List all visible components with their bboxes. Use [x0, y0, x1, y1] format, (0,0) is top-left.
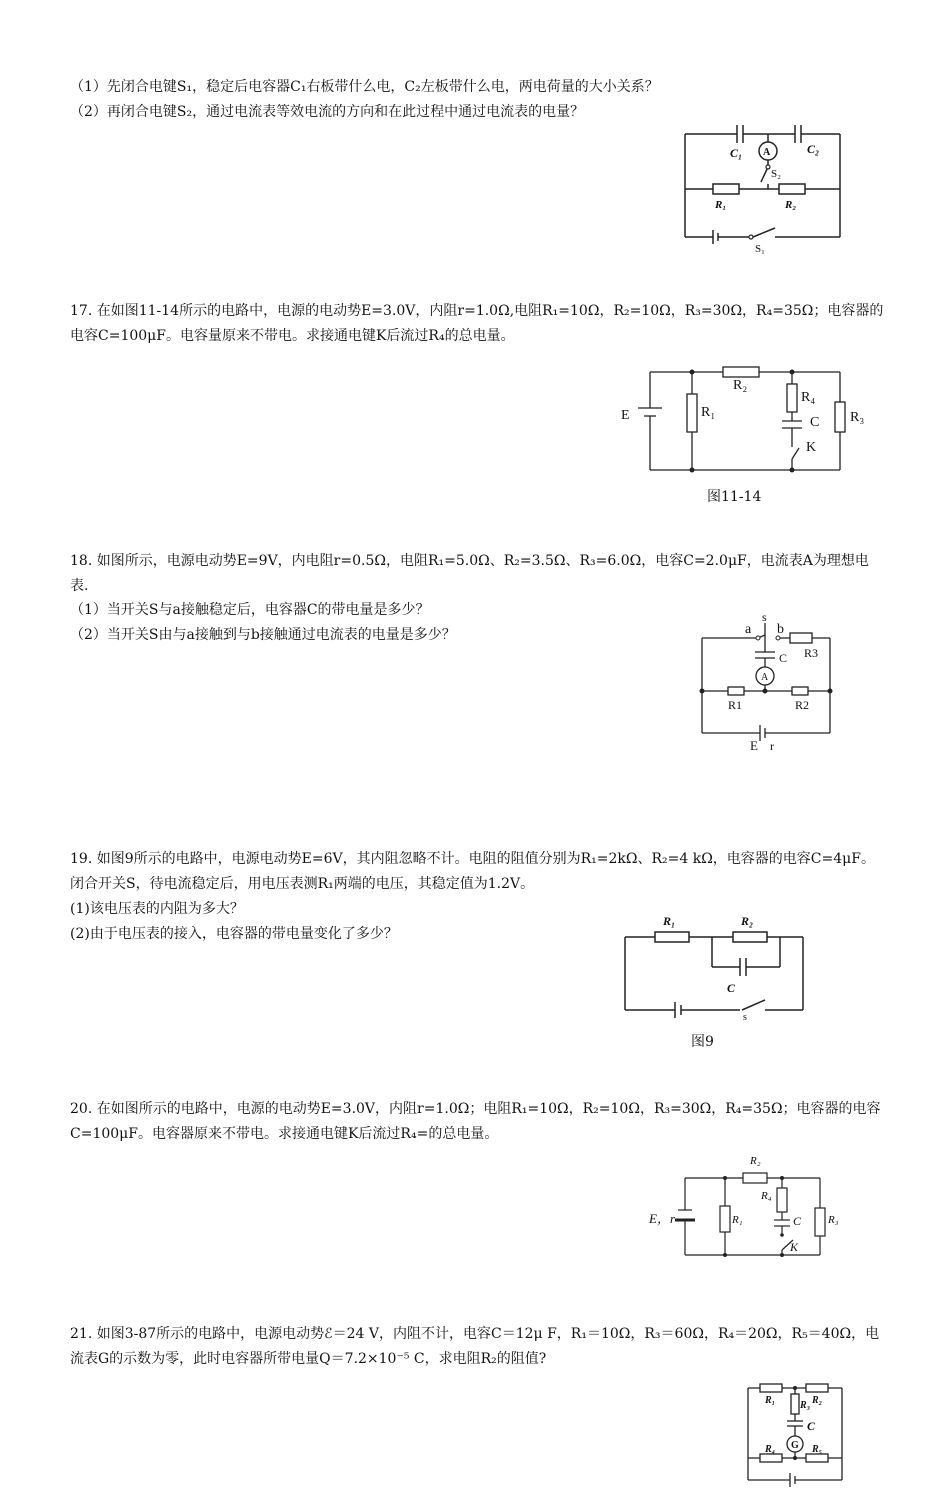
q18-label-c: C	[779, 651, 788, 665]
q17-label-c: C	[810, 415, 820, 430]
q20-circuit-diagram	[645, 1150, 850, 1265]
q21-label-r3: R₃	[800, 1400, 811, 1411]
q18-label-a: a	[745, 622, 752, 637]
q17-circuit-diagram	[615, 362, 875, 482]
q21-label-r2: R₂	[812, 1395, 823, 1406]
q20-label-r4: R₄	[761, 1190, 772, 1202]
q17-label-r3: R₃	[850, 410, 865, 425]
q21-label-g: G	[791, 1440, 799, 1451]
q20-label-e: E，r	[649, 1211, 676, 1226]
q17-label-k: K	[806, 440, 817, 455]
q16-label-r2: R₂	[785, 199, 797, 211]
q18-label-b: b	[777, 622, 784, 637]
q17-text: 17. 在如图11-14所示的电路中，电源的电动势E=3.0V，内阻r=1.0Ω,电阻R₁=10Ω，R₂=10Ω，R₃=30Ω，R₄=35Ω；电容器的电容C=100μF。电容量原来不带电。求接通电键K后流过R₄的总电量。	[70, 303, 884, 344]
q16-label-r1: R₁	[715, 199, 727, 211]
q16-label-s2: S₂	[771, 168, 781, 180]
q17-label-r4: R₄	[801, 390, 816, 405]
q20-label-k: K	[790, 1240, 799, 1254]
q18-label-ammeter: A	[761, 672, 769, 683]
q21-text: 21. 如图3-87所示的电路中，电源电动势ℰ＝24 V，内阻不计，电容C＝12μ F，R₁＝10Ω，R₃＝60Ω，R₄＝20Ω，R₅＝40Ω，电流表G的示数为零，此时电容器所带电量Q＝7.2×10⁻⁵ C，求电阻R₂的阻值?	[70, 1326, 880, 1367]
q20-label-c: C	[793, 1214, 802, 1228]
q20-label-r1: R₁	[732, 1214, 743, 1226]
q16-label-ammeter: A	[763, 147, 771, 158]
q19-label-s: s	[743, 1012, 747, 1020]
q18-circuit-diagram	[690, 605, 850, 755]
q21-label-r5: R₅	[812, 1444, 823, 1455]
q16-label-c2: C₂	[807, 142, 820, 156]
q18-part1: （1）当开关S与a接触稳定后，电容器C的带电量是多少？	[70, 602, 430, 618]
q18-label-r1: R1	[728, 698, 743, 712]
q16-circuit-diagram	[675, 122, 855, 257]
q18-stem: 18. 如图所示，电源电动势E=9V，内电阻r=0.5Ω，电阻R₁=5.0Ω、R₂=3.5Ω、R₃=6.0Ω，电容C=2.0μF，电流表A为理想电表.	[70, 553, 869, 594]
q18-label-r3: R3	[804, 646, 819, 660]
q16-label-s1: S₁	[755, 243, 765, 255]
q16-label-c1: C₁	[730, 146, 743, 160]
q18-label-s: s	[762, 610, 767, 624]
q19-part1: (1)该电压表的内阻为多大？	[70, 901, 244, 917]
q19-label-c: C	[727, 981, 736, 995]
q19-part2: (2)由于电压表的接入，电容器的带电量变化了多少？	[70, 926, 398, 942]
q20-label-r3: R₃	[828, 1214, 839, 1226]
q21-label-r4: R₄	[765, 1444, 776, 1455]
q19-stem: 19. 如图9所示的电路中，电源电动势E=6V，其内阻忽略不计。电阻的阻值分别为R₁=2kΩ、R₂=4 kΩ，电容器的电容C=4μF。闭合开关S，待电流稳定后，用电压表测R₁两端的电压，其稳定值为1.2V。	[70, 851, 875, 892]
q21-label-c: C	[807, 1419, 816, 1433]
q18-label-r: r	[770, 739, 774, 753]
q17-figure-caption: 图11-14	[707, 489, 762, 505]
q21-circuit-diagram	[740, 1378, 850, 1492]
q18-part2: （2）当开关S由与a接触到与b接触通过电流表的电量是多少？	[70, 627, 456, 643]
q16-part2: （2）再闭合电键S₂，通过电流表等效电流的方向和在此过程中通过电流表的电量？	[70, 104, 585, 120]
q17-label-e: E	[621, 408, 630, 423]
q19-circuit-diagram	[615, 910, 815, 1020]
q17-label-r2: R₂	[733, 378, 748, 393]
q19-label-r2: R₂	[741, 914, 754, 928]
q20-text: 20. 在如图所示的电路中，电源的电动势E=3.0V，内阻r=1.0Ω；电阻R₁=10Ω，R₂=10Ω，R₃=30Ω，R₄=35Ω；电容器的电容C=100μF。电容器原来不带电。求接通电键K后流过R₄=的总电量。	[70, 1101, 881, 1142]
q19-figure-caption: 图9	[691, 1034, 714, 1050]
q18-label-e: E	[750, 738, 758, 753]
q20-label-r2: R₂	[750, 1155, 761, 1167]
q19-label-r1: R₁	[663, 914, 676, 928]
q17-label-r1: R₁	[701, 405, 716, 420]
q16-part1: （1）先闭合电键S₁，稳定后电容器C₁右板带什么电，C₂左板带什么电，两电荷量的大小关系？	[70, 79, 659, 95]
q21-label-r1: R₁	[765, 1395, 776, 1406]
q18-label-r2: R2	[795, 698, 810, 712]
